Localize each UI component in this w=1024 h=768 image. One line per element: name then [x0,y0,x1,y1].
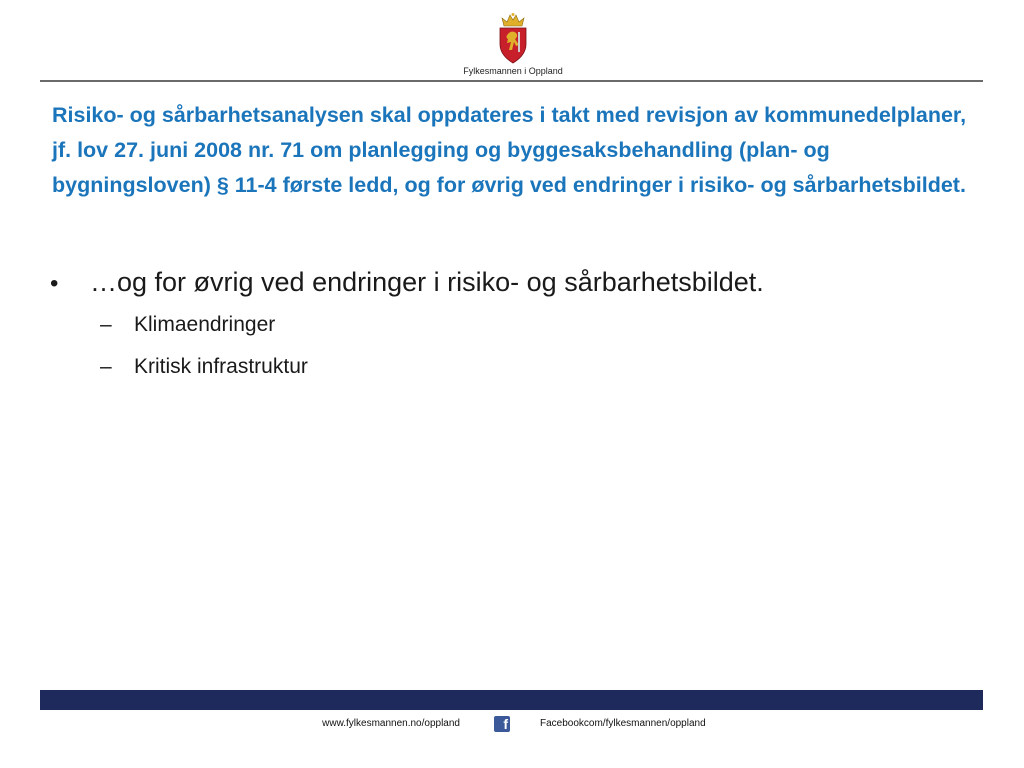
website-link[interactable]: www.fylkesmannen.no/oppland [322,718,460,729]
crown-icon [502,13,524,26]
facebook-icon[interactable]: f [494,716,510,732]
bullet-text: …og for øvrig ved endringer i risiko- og sårbarhetsbildet. [90,267,764,297]
sub-bullet-marker: – [100,355,112,378]
sub-bullet-marker: – [100,313,112,336]
bullet-list [50,262,980,388]
sub-bullet-text: Kritisk infrastruktur [134,355,308,378]
facebook-link[interactable]: Facebookcom/fylkesmannen/oppland [540,718,706,729]
bullet-item [50,262,980,304]
bullet-marker: • [50,270,59,297]
footer-band [40,690,983,710]
axe-icon [518,32,520,52]
coat-of-arms-logo [496,12,530,64]
header-divider [40,80,983,82]
sub-bullet-item [50,304,980,346]
sub-bullet-item [50,346,980,388]
sub-bullet-text: Klimaendringer [134,313,276,336]
slide-title: Risiko- og sårbarhetsanalysen skal oppdateres i takt med revisjon av kommunedelplaner, jf. lov 27. juni 2008 nr. 71 om planlegging og byggesaksbehandling (plan- og bygningsloven) § 11-4 første ledd, og for øvrig ved endringer i risiko- og sårbarhetsbildet. [52,103,967,197]
org-name: Fylkesmannen i Oppland [463,66,563,76]
